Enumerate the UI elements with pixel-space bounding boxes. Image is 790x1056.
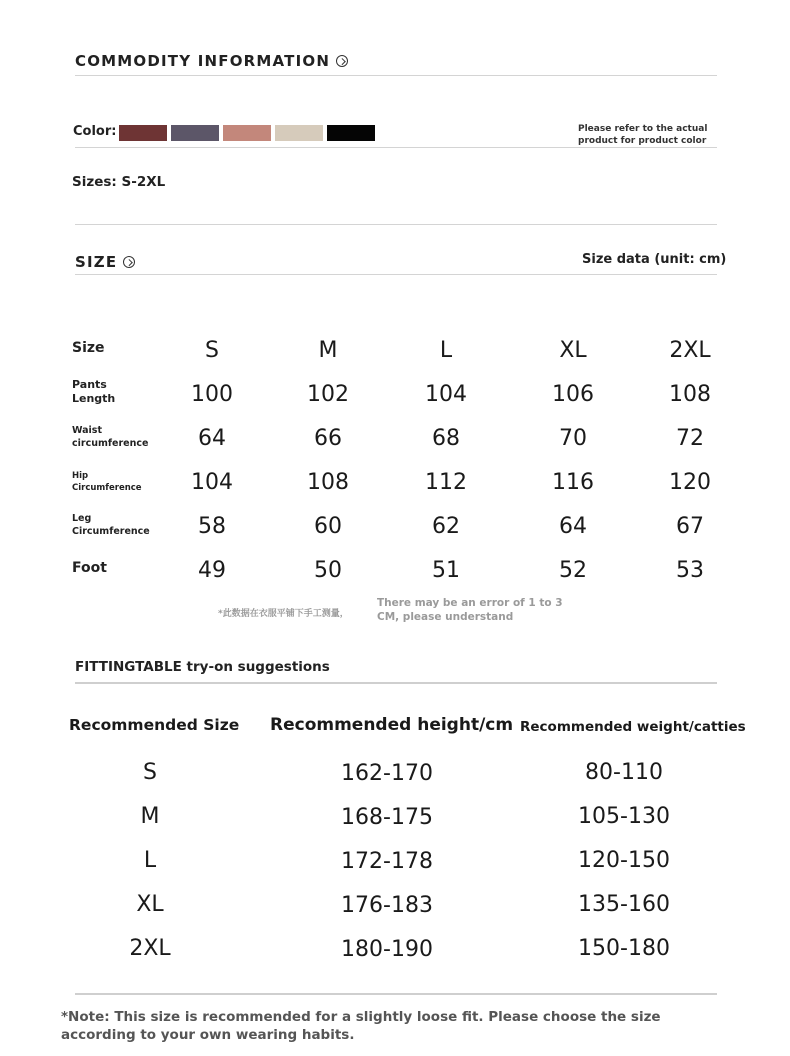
row-label-line: Circumference <box>72 526 150 537</box>
row-label <box>72 424 148 450</box>
fit-height: 168-175 <box>341 805 433 830</box>
cell: 104 <box>425 382 467 407</box>
color-note-line1: Please refer to the actual <box>578 124 708 134</box>
cell: 120 <box>669 470 711 495</box>
row-label: Foot <box>72 560 107 576</box>
fit-size: S <box>143 760 157 785</box>
row-label-line: Pants <box>72 378 107 391</box>
cell: S <box>205 338 219 363</box>
cell: 51 <box>432 558 460 583</box>
row-label-line: Leg <box>72 513 92 524</box>
cell: 62 <box>432 514 460 539</box>
commodity-section-title <box>75 52 348 70</box>
cell: 70 <box>559 426 587 451</box>
cell: 52 <box>559 558 587 583</box>
color-swatch-slate <box>171 125 219 141</box>
fitting-title: FITTINGTABLE try-on suggestions <box>75 659 330 675</box>
fit-size: M <box>140 804 160 829</box>
table-row <box>72 550 762 594</box>
size-section-title <box>75 253 135 271</box>
cell: 64 <box>559 514 587 539</box>
cell: 49 <box>198 558 226 583</box>
cell: 112 <box>425 470 467 495</box>
row-label <box>72 512 150 538</box>
row-label-line: Hip <box>72 471 89 481</box>
fit-size: XL <box>136 892 164 917</box>
fit-height: 162-170 <box>341 761 433 786</box>
cell: 53 <box>676 558 704 583</box>
table-row <box>72 462 762 506</box>
color-swatch-wine <box>119 125 167 141</box>
divider <box>75 75 717 76</box>
unit-note: Size data (unit: cm) <box>582 252 727 267</box>
header-weight: Recommended weight/catties <box>520 719 746 735</box>
chevron-right-circle-icon <box>123 256 135 268</box>
table-row <box>72 374 762 418</box>
cell: L <box>439 338 453 363</box>
cell: 100 <box>191 382 233 407</box>
size-title-text: SIZE <box>75 253 118 271</box>
color-note <box>578 123 707 147</box>
row-label-line: Circumference <box>72 483 142 493</box>
row-label-line: Length <box>72 392 116 405</box>
error-note-line1: There may be an error of 1 to 3 <box>377 597 563 609</box>
divider <box>75 147 717 148</box>
color-swatch-beige <box>275 125 323 141</box>
fit-weight: 105-130 <box>578 804 670 829</box>
divider <box>75 993 717 995</box>
table-row <box>72 330 762 374</box>
row-label <box>72 378 115 406</box>
table-row <box>72 418 762 462</box>
fit-height: 176-183 <box>341 893 433 918</box>
cell: 66 <box>314 426 342 451</box>
fit-weight: 80-110 <box>585 760 663 785</box>
footnote: *Note: This size is recommended for a slightly loose fit. Please choose the size according to your own wearing habits. <box>61 1009 661 1043</box>
color-swatch-black <box>327 125 375 141</box>
commodity-title-text: COMMODITY INFORMATION <box>75 52 331 70</box>
cell: 2XL <box>669 338 711 363</box>
cell: 68 <box>432 426 460 451</box>
header-height: Recommended height/cm <box>270 715 514 735</box>
cell: 64 <box>198 426 226 451</box>
fit-height: 180-190 <box>341 937 433 962</box>
color-swatch-pink <box>223 125 271 141</box>
table-row <box>72 506 762 550</box>
fit-size: L <box>143 848 157 873</box>
row-label-line: circumference <box>72 438 149 449</box>
fit-weight: 150-180 <box>578 936 670 961</box>
divider <box>75 224 717 225</box>
cell: M <box>318 338 338 363</box>
cell: 106 <box>552 382 594 407</box>
error-note-line2: CM, please understand <box>377 611 514 623</box>
cell: 108 <box>669 382 711 407</box>
cell: XL <box>559 338 587 363</box>
cell: 60 <box>314 514 342 539</box>
cell: 67 <box>676 514 704 539</box>
fit-size: 2XL <box>129 936 171 961</box>
color-label: Color: <box>73 124 117 139</box>
color-note-line2: product for product color <box>578 136 707 146</box>
cell: 104 <box>191 470 233 495</box>
cell: 50 <box>314 558 342 583</box>
row-label: Size <box>72 340 105 356</box>
cell: 116 <box>552 470 594 495</box>
cell: 58 <box>198 514 226 539</box>
error-note <box>377 596 563 624</box>
divider <box>75 682 717 684</box>
cell: 108 <box>307 470 349 495</box>
divider <box>75 274 717 275</box>
sizes-range: Sizes: S-2XL <box>72 174 166 190</box>
header-size: Recommended Size <box>69 716 240 734</box>
error-note-cn: *此数据在衣服平铺下手工测量， <box>218 609 349 619</box>
cell: 102 <box>307 382 349 407</box>
fit-weight: 135-160 <box>578 892 670 917</box>
row-label <box>72 470 142 494</box>
chevron-right-circle-icon <box>336 55 348 67</box>
cell: 72 <box>676 426 704 451</box>
fit-height: 172-178 <box>341 849 433 874</box>
fit-weight: 120-150 <box>578 848 670 873</box>
row-label-line: Waist <box>72 425 103 436</box>
